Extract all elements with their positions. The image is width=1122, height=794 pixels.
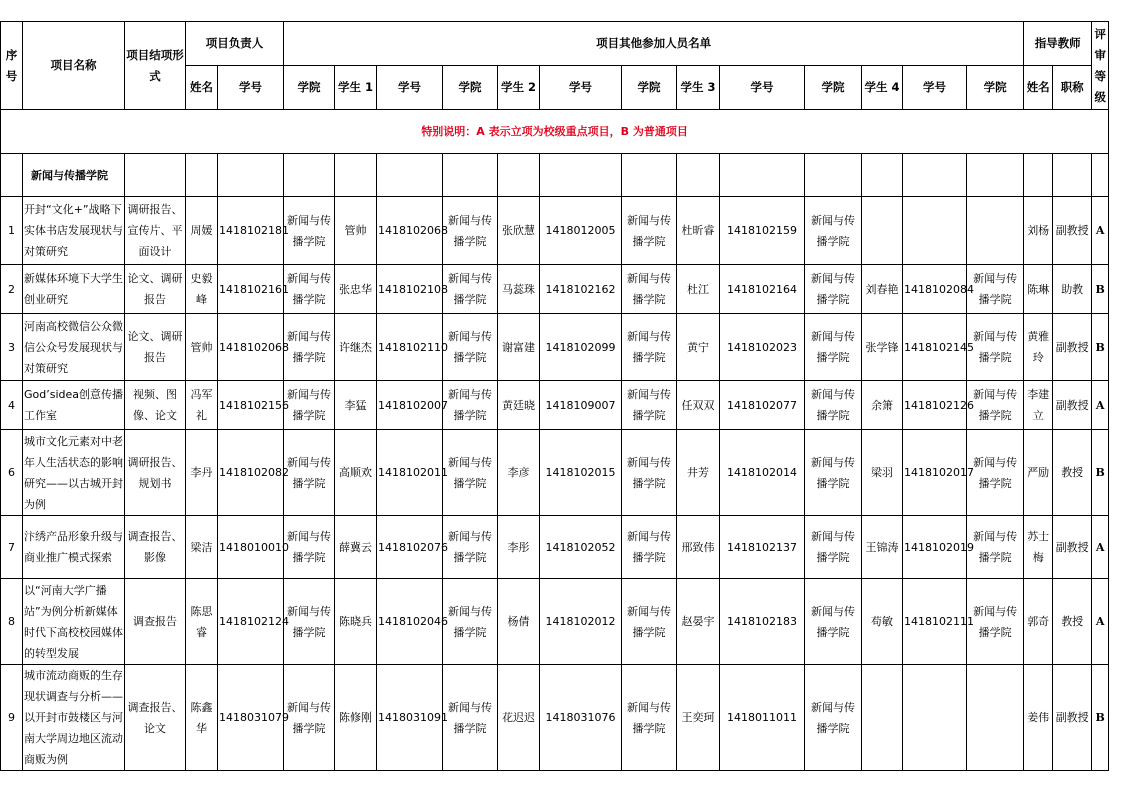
student-2-id: 1418031076 [540,665,622,771]
row-seq: 9 [1,665,23,771]
project-name: 城市文化元素对中老年人生活状态的影响研究——以古城开封为例 [23,430,125,516]
result-form: 调研报告、规划书 [125,430,186,516]
student-1-name: 许继杰 [335,314,377,381]
leader-college: 新闻与传播学院 [284,381,335,430]
result-form: 调查报告、影像 [125,516,186,579]
result-form: 视频、图像、论文 [125,381,186,430]
student-4-id: 1418102145 [903,314,967,381]
student-4-name: 苟敏 [862,579,903,665]
project-rows [1,197,1109,771]
student-3-college: 新闻与传播学院 [805,197,862,265]
student-3-id: 1418011011 [720,665,805,771]
grade: B [1092,430,1109,516]
student-1-college: 新闻与传播学院 [443,665,498,771]
teacher-title: 副教授 [1053,381,1092,430]
student-4-id: 1418102126 [903,381,967,430]
student-3-college: 新闻与传播学院 [805,516,862,579]
student-3-id: 1418102159 [720,197,805,265]
student-4-name: 王锦涛 [862,516,903,579]
header-others: 项目其他参加人员名单 [284,22,1024,66]
student-2-name: 李彤 [498,516,540,579]
grade: A [1092,381,1109,430]
student-1-name: 陈晓兵 [335,579,377,665]
row-seq: 1 [1,197,23,265]
student-3-name: 赵晏宇 [677,579,720,665]
student-4-id: 1418102017 [903,430,967,516]
student-3-name: 任双双 [677,381,720,430]
leader-name: 冯军礼 [186,381,218,430]
student-1-name: 薛冀云 [335,516,377,579]
teacher-name: 李建立 [1024,381,1053,430]
leader-name: 梁洁 [186,516,218,579]
student-4-college: 新闻与传播学院 [967,265,1024,314]
student-2-name: 黄廷晓 [498,381,540,430]
row-seq: 7 [1,516,23,579]
section-title: 新闻与传播学院 [23,154,125,197]
student-4-college [967,665,1024,771]
student-1-id: 1418102007 [377,381,443,430]
row-seq: 4 [1,381,23,430]
student-2-college: 新闻与传播学院 [622,265,677,314]
teacher-name: 陈琳 [1024,265,1053,314]
header-leader: 项目负责人 [186,22,284,66]
table-row [1,516,1109,579]
student-1-college: 新闻与传播学院 [443,579,498,665]
student-2-id: 1418012005 [540,197,622,265]
teacher-name: 苏士梅 [1024,516,1053,579]
student-3-id: 1418102137 [720,516,805,579]
teacher-title: 教授 [1053,430,1092,516]
student-1-college: 新闻与传播学院 [443,197,498,265]
student-1-college: 新闻与传播学院 [443,314,498,381]
header-student-3: 学生 3 [677,66,720,110]
student-1-college: 新闻与传播学院 [443,516,498,579]
header-student-4: 学生 4 [862,66,903,110]
header-student-4-id: 学号 [903,66,967,110]
project-name: 以“河南大学广播站”为例分析新媒体时代下高校校园媒体的转型发展 [23,579,125,665]
header-grade: 评审等级 [1092,22,1109,110]
result-form: 调研报告、宣传片、平面设计 [125,197,186,265]
student-2-college: 新闻与传播学院 [622,665,677,771]
leader-id: 1418102161 [218,265,284,314]
student-4-college: 新闻与传播学院 [967,579,1024,665]
header-student-1: 学生 1 [335,66,377,110]
student-4-id: 1418102084 [903,265,967,314]
leader-id: 1418102082 [218,430,284,516]
student-2-name: 谢富建 [498,314,540,381]
grade: A [1092,579,1109,665]
leader-college: 新闻与传播学院 [284,314,335,381]
student-1-id: 1418102046 [377,579,443,665]
leader-college: 新闻与传播学院 [284,197,335,265]
leader-college: 新闻与传播学院 [284,516,335,579]
teacher-title: 副教授 [1053,516,1092,579]
table-row [1,665,1109,771]
student-4-college: 新闻与传播学院 [967,314,1024,381]
student-1-name: 管帅 [335,197,377,265]
teacher-title: 助教 [1053,265,1092,314]
student-3-name: 杜昕睿 [677,197,720,265]
leader-id: 1418102156 [218,381,284,430]
header-college-0: 学院 [284,66,335,110]
leader-college: 新闻与传播学院 [284,265,335,314]
student-1-id: 1418031091 [377,665,443,771]
header-college-2: 学院 [622,66,677,110]
student-2-name: 张欣慧 [498,197,540,265]
student-2-id: 1418102052 [540,516,622,579]
teacher-name: 姜伟 [1024,665,1053,771]
student-3-college: 新闻与传播学院 [805,579,862,665]
student-4-college: 新闻与传播学院 [967,516,1024,579]
student-1-name: 李猛 [335,381,377,430]
leader-name: 李丹 [186,430,218,516]
teacher-title: 副教授 [1053,197,1092,265]
student-4-id: 1418102019 [903,516,967,579]
student-3-college: 新闻与传播学院 [805,430,862,516]
student-1-name: 高顺欢 [335,430,377,516]
student-4-name: 张学锋 [862,314,903,381]
teacher-title: 教授 [1053,579,1092,665]
student-2-id: 1418109007 [540,381,622,430]
student-4-name: 余箫 [862,381,903,430]
header-college-4: 学院 [967,66,1024,110]
student-2-college: 新闻与传播学院 [622,381,677,430]
header-leader-name: 姓名 [186,66,218,110]
student-2-college: 新闻与传播学院 [622,430,677,516]
student-4-name [862,665,903,771]
leader-name: 管帅 [186,314,218,381]
student-4-college: 新闻与传播学院 [967,381,1024,430]
header-teacher-title: 职称 [1053,66,1092,110]
header-student-3-id: 学号 [720,66,805,110]
teacher-name: 严励 [1024,430,1053,516]
grade: B [1092,314,1109,381]
teacher-title: 副教授 [1053,665,1092,771]
student-1-college: 新闻与传播学院 [443,381,498,430]
leader-id: 1418102068 [218,314,284,381]
leader-name: 陈鑫华 [186,665,218,771]
student-1-college: 新闻与传播学院 [443,430,498,516]
student-1-id: 1418102068 [377,197,443,265]
project-name: 开封“文化+”战略下实体书店发展现状与对策研究 [23,197,125,265]
result-form: 调查报告、论文 [125,665,186,771]
table-row [1,197,1109,265]
grade: B [1092,265,1109,314]
result-form: 论文、调研报告 [125,265,186,314]
student-4-name [862,197,903,265]
header-teacher: 指导教师 [1024,22,1092,66]
leader-name: 周媛 [186,197,218,265]
student-1-name: 张忠华 [335,265,377,314]
table-row [1,381,1109,430]
leader-id: 1418010010 [218,516,284,579]
student-3-name: 黄宁 [677,314,720,381]
teacher-title: 副教授 [1053,314,1092,381]
project-name: 汴绣产品形象升级与商业推广模式探索 [23,516,125,579]
header-teacher-name: 姓名 [1024,66,1053,110]
student-3-college: 新闻与传播学院 [805,265,862,314]
student-3-id: 1418102183 [720,579,805,665]
project-name: 河南高校微信公众微信公众号发展现状与对策研究 [23,314,125,381]
student-2-college: 新闻与传播学院 [622,197,677,265]
teacher-name: 黄雅玲 [1024,314,1053,381]
table-row [1,579,1109,665]
header-college-1: 学院 [443,66,498,110]
table-row [1,430,1109,516]
header-student-2-id: 学号 [540,66,622,110]
student-2-college: 新闻与传播学院 [622,516,677,579]
leader-college: 新闻与传播学院 [284,579,335,665]
header-project-name: 项目名称 [23,22,125,110]
project-table [0,21,1109,771]
header-result-form: 项目结项形式 [125,22,186,110]
student-3-college: 新闻与传播学院 [805,665,862,771]
student-3-college: 新闻与传播学院 [805,381,862,430]
grade: A [1092,197,1109,265]
row-seq: 6 [1,430,23,516]
student-3-id: 1418102014 [720,430,805,516]
student-2-id: 1418102015 [540,430,622,516]
project-name: 城市流动商贩的生存现状调查与分析——以开封市鼓楼区与河南大学周边地区流动商贩为例 [23,665,125,771]
student-3-id: 1418102164 [720,265,805,314]
section-seq [1,154,23,197]
header-student-1-id: 学号 [377,66,443,110]
student-2-college: 新闻与传播学院 [622,314,677,381]
student-3-id: 1418102077 [720,381,805,430]
student-1-college: 新闻与传播学院 [443,265,498,314]
header-college-3: 学院 [805,66,862,110]
result-form: 论文、调研报告 [125,314,186,381]
student-3-name: 王奕珂 [677,665,720,771]
header-leader-id: 学号 [218,66,284,110]
student-4-name: 梁羽 [862,430,903,516]
header-seq: 序号 [1,22,23,110]
student-1-id: 1418102076 [377,516,443,579]
student-4-college [967,197,1024,265]
student-2-name: 马蕊珠 [498,265,540,314]
student-2-name: 李彦 [498,430,540,516]
student-3-name: 邢致伟 [677,516,720,579]
project-name: God’sidea创意传播工作室 [23,381,125,430]
student-2-id: 1418102012 [540,579,622,665]
header-student-2: 学生 2 [498,66,540,110]
leader-college: 新闻与传播学院 [284,430,335,516]
table-row [1,314,1109,381]
grade: A [1092,516,1109,579]
student-2-name: 杨倩 [498,579,540,665]
student-2-id: 1418102099 [540,314,622,381]
leader-college: 新闻与传播学院 [284,665,335,771]
leader-id: 1418031079 [218,665,284,771]
student-4-id [903,665,967,771]
student-1-id: 1418102108 [377,265,443,314]
leader-id: 1418102181 [218,197,284,265]
result-form: 调查报告 [125,579,186,665]
student-1-id: 1418102110 [377,314,443,381]
student-4-name: 刘春艳 [862,265,903,314]
student-2-name: 花迟迟 [498,665,540,771]
student-2-college: 新闻与传播学院 [622,579,677,665]
teacher-name: 刘杨 [1024,197,1053,265]
teacher-name: 郭奇 [1024,579,1053,665]
leader-name: 陈思睿 [186,579,218,665]
row-seq: 2 [1,265,23,314]
student-4-id: 1418102111 [903,579,967,665]
student-3-name: 杜江 [677,265,720,314]
leader-name: 史毅峰 [186,265,218,314]
student-4-id [903,197,967,265]
special-note: 特别说明：A 表示立项为校级重点项目，B 为普通项目 [1,110,1109,154]
student-1-name: 陈修刚 [335,665,377,771]
student-3-name: 井芳 [677,430,720,516]
student-1-id: 1418102011 [377,430,443,516]
student-3-college: 新闻与传播学院 [805,314,862,381]
student-4-college: 新闻与传播学院 [967,430,1024,516]
row-seq: 3 [1,314,23,381]
grade: B [1092,665,1109,771]
row-seq: 8 [1,579,23,665]
leader-id: 1418102124 [218,579,284,665]
student-3-id: 1418102023 [720,314,805,381]
table-row [1,265,1109,314]
student-2-id: 1418102162 [540,265,622,314]
project-name: 新媒体环境下大学生创业研究 [23,265,125,314]
